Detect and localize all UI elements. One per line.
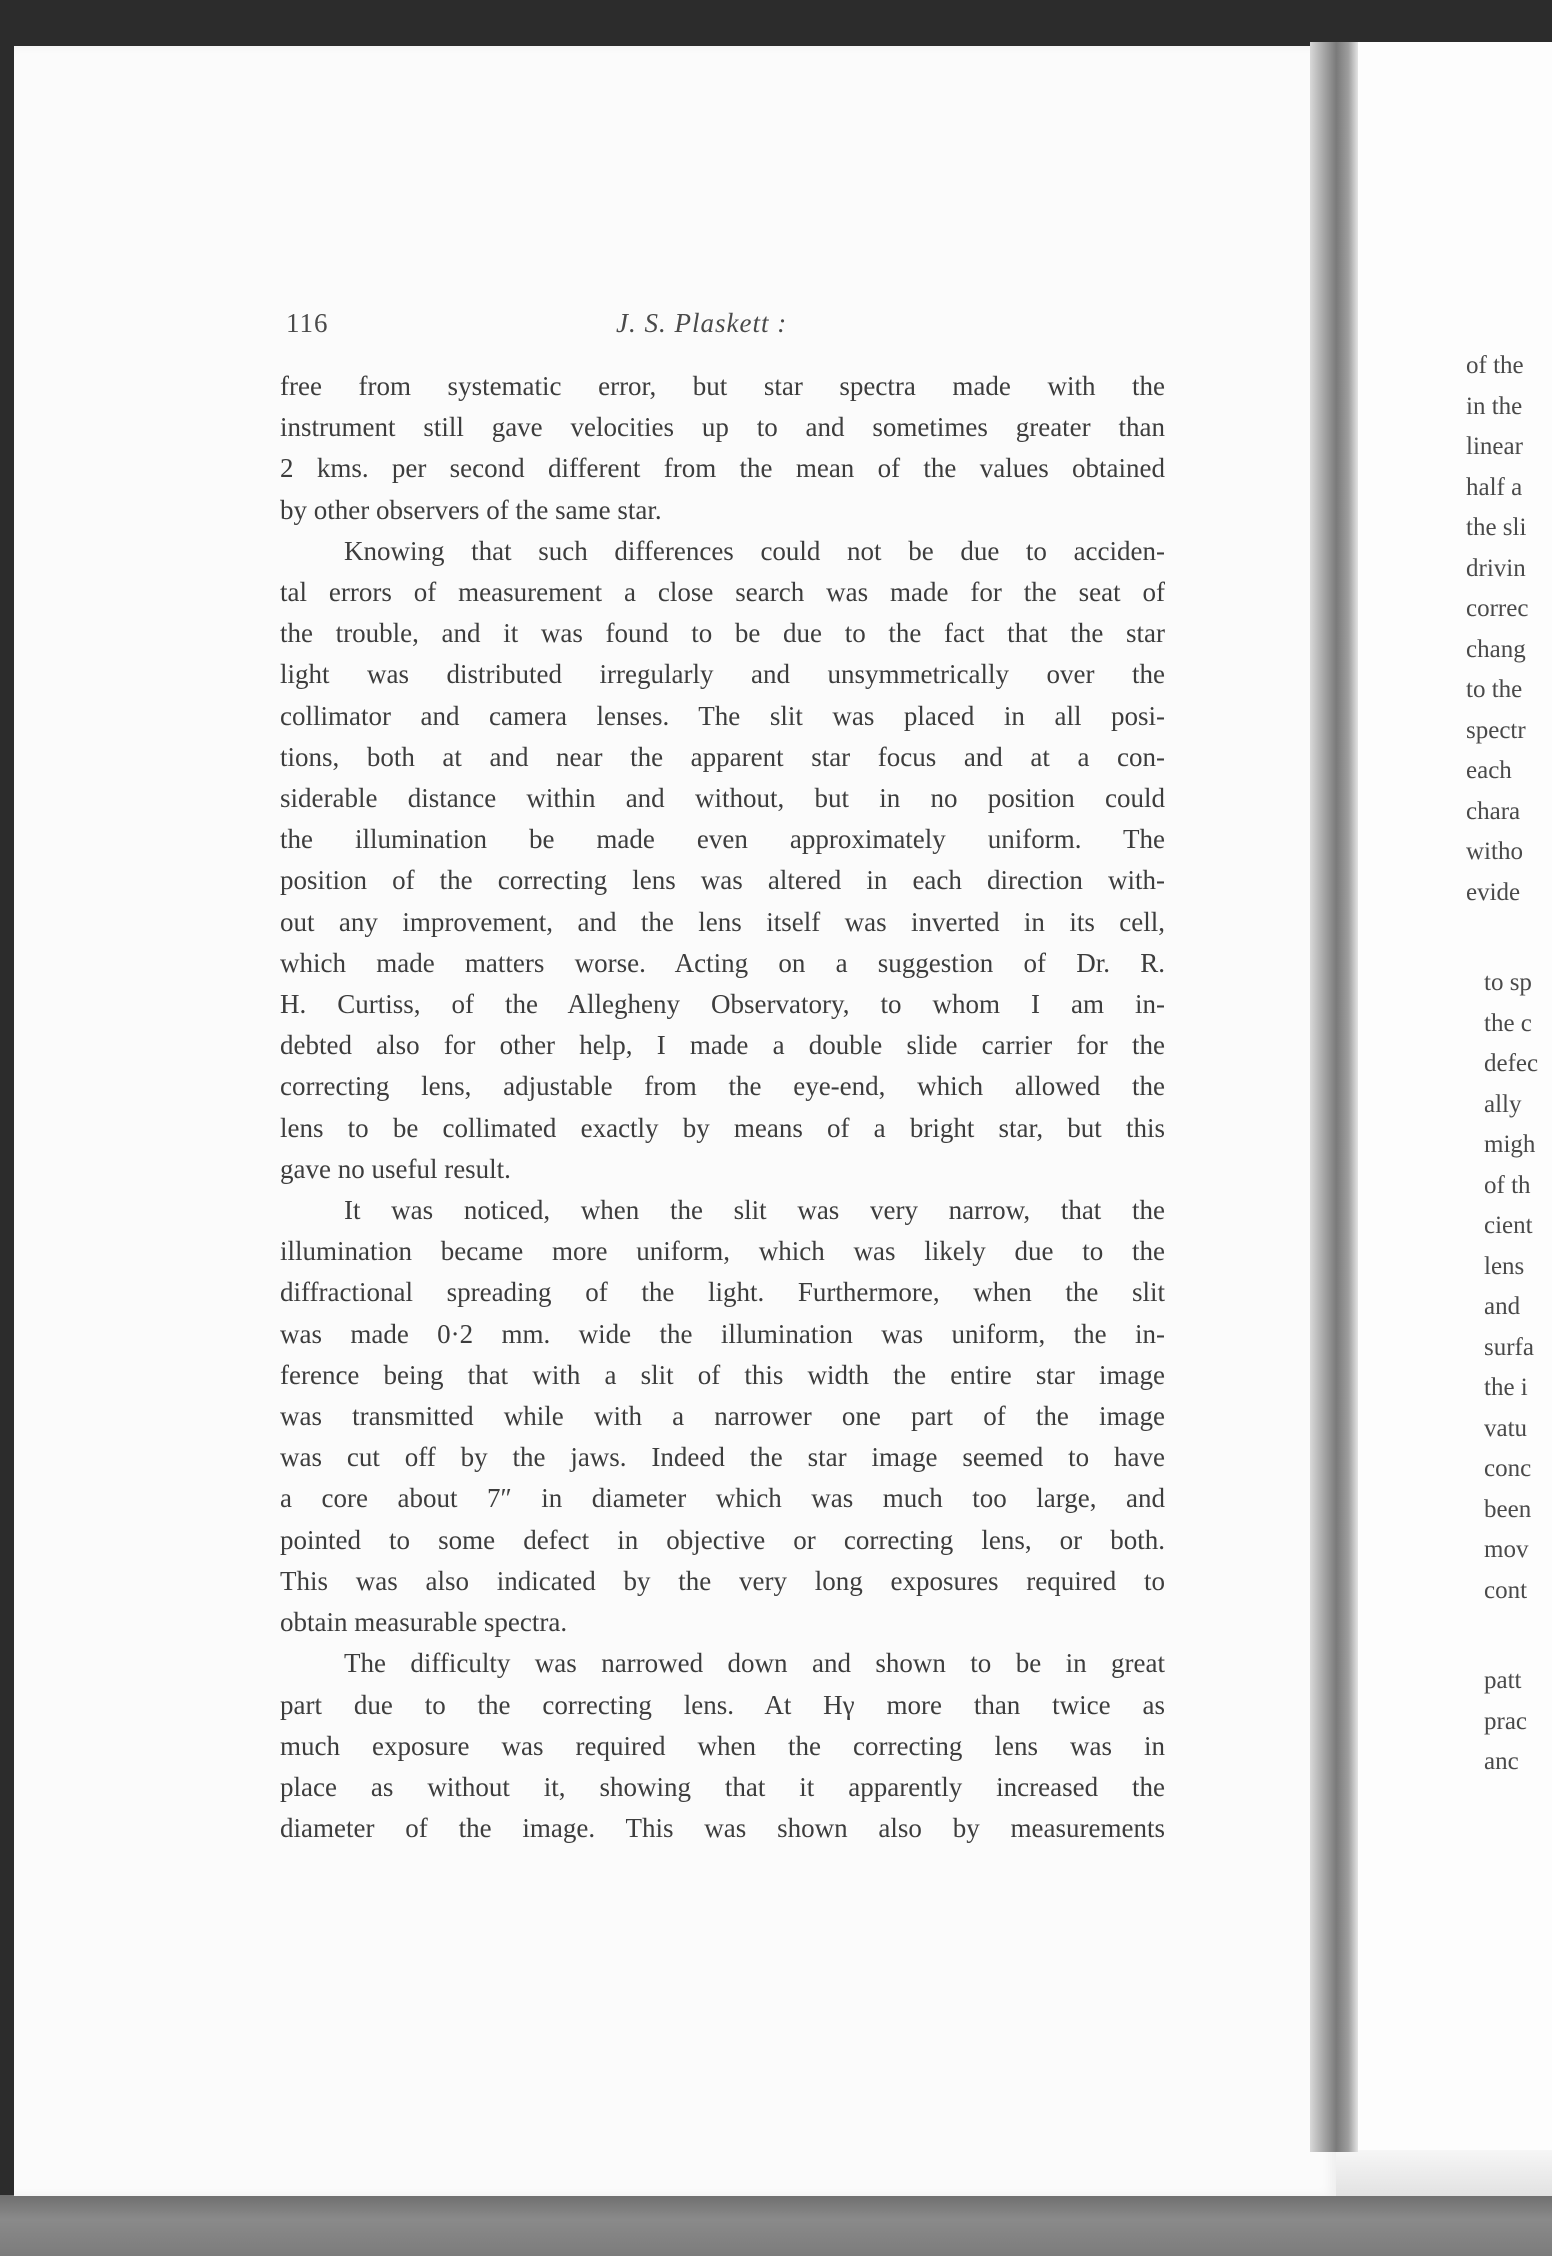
text-line: collimator and camera lenses. The slit was placed in all posi- [280,700,1165,731]
text-line: free from systematic error, but star spectra made with the [280,371,1165,401]
text-fragment: each [1466,757,1512,784]
text-fragment: linear [1466,433,1523,460]
text-fragment: correc [1466,595,1529,622]
scanner-background [0,2195,1552,2256]
page-number: 116 [286,308,329,338]
text-line: gave no useful result. [280,1153,511,1184]
text-line: place as without it, showing that it apparently increased the [280,1771,1165,1802]
text-fragment: migh [1484,1131,1536,1158]
text-line: H. Curtiss, of the Allegheny Observatory, to whom I am in- [280,989,1165,1020]
text-fragment: surfa [1484,1333,1534,1361]
text-gap [1466,913,1552,963]
text-line: pointed to some defect in objective or correcting lens, or both. [280,1524,1165,1555]
text-fragment: half a [1466,473,1523,501]
text-fragment: of the [1466,352,1524,379]
text-line: out any improvement, and the lens itself was inverted in its cell, [280,906,1165,937]
text-fragment: patt [1484,1667,1522,1694]
right-page-text [1466,346,1552,1783]
text-fragment: been [1484,1495,1532,1523]
book-gutter [1310,42,1358,2152]
text-line: the trouble, and it was found to be due to the fact that the star [280,618,1165,649]
text-fragment: evide [1466,878,1521,906]
running-title: J. S. Plaskett : [616,308,788,338]
text-line: lens to be collimated exactly by means of a bright star, but this [280,1112,1165,1143]
text-fragment: drivin [1466,554,1526,582]
text-fragment: and [1484,1293,1521,1320]
text-line: part due to the correcting lens. At Hγ more than twice as [280,1689,1165,1720]
text-fragment: the i [1484,1374,1528,1401]
text-line: The difficulty was narrowed down and shown to be in great [344,1648,1165,1679]
page-header [286,302,1166,346]
text-fragment: of th [1484,1171,1531,1199]
text-line: tions, both at and near the apparent star focus and at a con- [280,741,1165,772]
text-fragment: conc [1484,1455,1532,1482]
text-fragment: in the [1466,392,1523,420]
text-line: siderable distance within and without, but in no position could [280,783,1165,814]
text-line: light was distributed irregularly and unsymmetrically over the [280,659,1165,690]
text-fragment: anc [1484,1748,1519,1775]
text-line: which made matters worse. Acting on a suggestion of Dr. R. [280,947,1165,978]
text-line: obtain measurable spectra. [280,1607,568,1638]
text-line: ference being that with a slit of this width the entire star image [280,1359,1165,1390]
text-line: by other observers of the same star. [280,494,662,525]
text-fragment: chara [1466,797,1521,825]
text-line: It was noticed, when the slit was very narrow, that the [344,1195,1165,1226]
text-fragment: cient [1484,1212,1533,1239]
text-fragment: mov [1484,1536,1529,1563]
text-fragment: the sli [1466,514,1527,541]
text-line: diameter of the image. This was shown also by measurements [280,1813,1165,1844]
text-fragment: cont [1484,1576,1528,1604]
text-line: much exposure was required when the correcting lens was in [280,1730,1165,1761]
text-line: instrument still gave velocities up to and sometimes greater than [280,412,1165,443]
text-fragment: ally [1484,1090,1522,1118]
text-line: was made 0·2 mm. wide the illumination was uniform, the in- [280,1318,1165,1349]
text-fragment: to sp [1484,969,1532,996]
text-line: a core about 7″ in diameter which was much too large, and [280,1483,1165,1514]
text-fragment: chang [1466,635,1526,663]
text-line: debted also for other help, I made a double slide carrier for the [280,1030,1165,1061]
text-fragment: spectr [1466,716,1526,744]
body-text [280,366,1165,1849]
text-line: 2 kms. per second different from the mean of the values obtained [280,453,1165,484]
text-line: illumination became more uniform, which was likely due to the [280,1236,1165,1267]
text-fragment: the c [1484,1009,1532,1037]
text-line: position of the correcting lens was altered in each direction with- [280,865,1165,896]
text-fragment: defec [1484,1050,1539,1077]
text-fragment: vatu [1484,1414,1528,1442]
text-line: Knowing that such differences could not be due to acciden- [344,535,1165,566]
text-fragment: to the [1466,676,1523,703]
text-gap [1466,1611,1552,1661]
text-line: was transmitted while with a narrower one part of the image [280,1401,1165,1432]
text-fragment: witho [1466,838,1523,865]
text-line: was cut off by the jaws. Indeed the star image seemed to have [280,1442,1165,1473]
text-fragment: prac [1484,1707,1528,1735]
text-line: diffractional spreading of the light. Furthermore, when the slit [280,1277,1165,1308]
text-line: tal errors of measurement a close search was made for the seat of [280,577,1165,608]
text-line: correcting lens, adjustable from the eye-end, which allowed the [280,1071,1165,1102]
text-line: This was also indicated by the very long exposures required to [280,1565,1165,1596]
text-fragment: lens [1484,1252,1525,1280]
text-line: the illumination be made even approximately uniform. The [280,824,1165,855]
